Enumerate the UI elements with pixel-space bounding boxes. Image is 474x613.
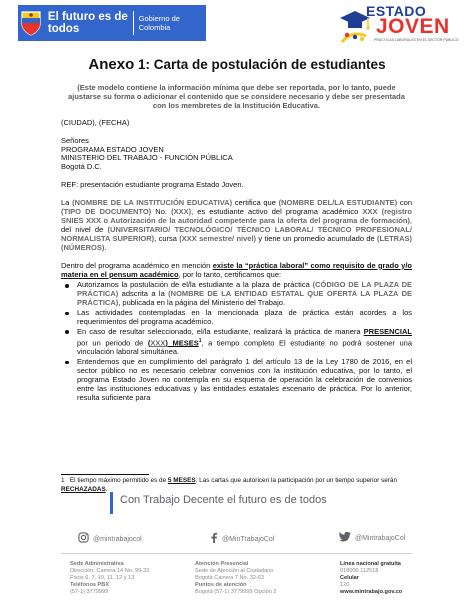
gov-name: Gobierno de Colombia [138,14,180,32]
brand-word-estado: ESTADO [366,3,427,19]
social-twitter[interactable] [339,532,405,545]
practice-paragraph [61,262,412,280]
intro-note: (Este modelo contiene la información mínima que debe ser reportada, por lo tanto, puede ajustarse su forma o adicionar el contenido que se considere necesario y debe ser presentada con los membretes de la Institución Educativa. [68,83,405,110]
text-run: con [397,198,413,208]
footer-heading: Línea nacional gratuita [340,561,401,567]
gov-divider [133,11,134,35]
footer-heading: Puntos de atención [195,581,247,588]
text-run: La [61,198,73,208]
text-run: , por lo tanto, certificamos que: [178,269,282,279]
text-run: y tiene un promedio acumulado de [256,233,378,243]
footer-line: 120 [340,581,350,588]
footer-line: Dirección: Carrera 14 No. 99-33 [70,567,150,574]
placeholder-semester: (XXX semestre/ nivel) [179,233,257,243]
brand-word-joven: JOVEN [376,15,450,38]
website-link[interactable]: www.mintrabajo.gov.co [340,588,403,595]
recipient-line-2: MINISTERIO DEL TRABAJO - FUNCIÓN PÚBLICA [61,153,233,163]
recipient-line-3: Bogotá D.C. [61,162,102,172]
brand-tagline: PRÁCTICAS LABORALES EN EL SECTOR PÚBLICO [374,38,459,42]
text-run: , es estudiante activo del programa académico [191,207,363,217]
certification-paragraph [61,199,412,252]
text-run: No. [151,207,172,217]
placeholder-plaza-code: (CÓDIGO DE LA PLAZA DE PRÁCTICA) [77,280,412,299]
text-run: , cursa [154,233,180,243]
text-run: . Las cartas que autoricen la participación por un tiempo superior serán [195,477,398,484]
footer-line: Bogotá Carrera 7 No. 32-63 [195,574,265,581]
footer-linea-nacional [340,561,402,596]
text-run: , a tiempo completo El estudiante no podrá sostener una vinculación laboral simultánea. [77,338,412,357]
social-instagram[interactable] [78,532,142,546]
footer-line: 018000 112518 [340,567,379,574]
facebook-icon [210,532,218,546]
social-facebook[interactable] [210,532,274,546]
text-run: , publicada en la página del Ministerio del Trabajo. [118,298,286,308]
rejected-label: RECHAZADAS [61,485,106,493]
placeholder-program: XXX (registro SNIES XXX o Autorización de la autoridad competente para la oferta del programa de formación) [61,207,413,225]
footer-heading: Celular [340,574,359,581]
footer-line: Pisos 6, 7, 10, 11, 12 y 13 [70,574,135,581]
placeholder-level: (UNIVERSITARIO/ TECNOLÓGICO/ TÉCNICO LABORAL/ TÉCNICO PROFESIONAL/ NORMALISTA SUPERIOR) [61,224,412,243]
placeholder-doc-number: (XXX) [171,207,192,217]
recipient-line-1: PROGRAMA ESTADO JOVEN [61,144,164,154]
footnote [61,477,412,494]
list-item [61,328,412,357]
footer-heading: Sede Administrativa [70,561,124,567]
text-run: certifica que [232,198,279,208]
placeholder-average: (LETRAS) (NÚMEROS) [61,233,413,252]
months-label: ) MESES [165,338,199,348]
list-item: Entendemos que en cumplimiento del parágrafo 1 del artículo 13 de la Ley 1780 de 2016, en el sector público no es necesario celebrar convenios con la institución educativa, por lo tanto, el programa Estado Joven no contempla en su esquema de operación la celebración de convenios entre las instituciones educativas y las entidades estatales escenario de práctica. Por lo anterior, resulta suficiente para [61,358,412,403]
placeholder-doc-type: (TIPO DE DOCUMENTO) [61,207,152,217]
letter-body [61,84,412,404]
practice-requirement: existe la “práctica laboral” como requisito de grado y/o materia en el pensum académico [61,260,412,279]
city-date: (CIUDAD), (FECHA) [61,117,130,127]
title-rest: 1: Carta de postulación de estudiantes [134,57,386,72]
list-item: Las actividades contempladas en la mencionada plaza de práctica están acordes a los requerimientos del programa académico. [61,309,412,327]
footnote-divider [61,474,149,475]
placeholder-student: (NOMBRE DEL/LA ESTUDIANTE) [278,198,398,208]
modality-presencial: PRESENCIAL [363,326,412,336]
placeholder-months: XXX [150,338,166,348]
footer-divider [61,553,412,554]
text-run: por un periodo de [77,338,148,348]
text-run: Autorizamos la postulación de el/la estudiante a la plaza de práctica [77,280,313,290]
footer-atencion-presencial [195,561,276,596]
list-item [61,281,412,308]
reference-line: REF: presentación estudiante programa Estado Joven. [61,180,244,190]
placeholder-institution: (NOMBRE DE LA INSTITUCIÓN EDUCATIVA) [72,198,233,208]
footer-line: (57-1) 3779999 [70,588,109,595]
instagram-icon [78,532,89,546]
estado-joven-logo [338,2,462,46]
footer-sede-administrativa [70,561,149,596]
footer-heading: Atención Presencial [195,561,249,567]
gov-slogan: El futuro es de todos [47,11,128,35]
facebook-handle: @MinTrabajoCol [222,535,275,543]
text-run: Dentro del programa académico en mención [61,260,213,270]
recipient-block [61,137,412,173]
text-run: El tiempo máximo permitido es de [69,477,168,484]
certification-list [61,281,412,402]
colombia-shield-icon [18,5,45,41]
title-anexo: Anexo [88,56,135,73]
text-run: . [105,485,108,493]
max-months: 5 MESES [167,477,196,484]
document-title [0,56,474,73]
footer-slogan: Con Trabajo Decente el futuro es de todos [120,494,327,506]
placeholder-entity: (NOMBRE DE LA ENTIDAD ESTATAL QUE OFERTA LA PLAZA DE PRÁCTICA) [77,289,413,308]
recipient-salutation: Señores [61,135,89,145]
footer-heading: Teléfonos PBX [70,581,110,588]
footer-line: Bogotá (57-1) 3779999 Opción 2 [195,588,277,595]
footnote-ref: 1 [198,337,202,344]
slogan-accent-bar [110,492,113,514]
twitter-handle: @MintrabajoCol [355,535,406,542]
text-run: . [104,242,107,252]
gobierno-banner [18,5,206,41]
text-run: En caso de resultar seleccionado, el/la estudiante, realizará la práctica de manera [77,326,364,336]
text-run: , del nivel de [61,215,412,234]
text-run: adscrita a la [118,289,169,299]
twitter-icon [339,532,351,545]
footnote-number: 1 [61,477,65,484]
months-open-paren: ( [147,338,151,348]
letterhead-header [0,0,474,46]
instagram-handle: @mintrabajocol [93,535,142,543]
footer-line: Sede de Atención al Ciudadano [195,567,274,574]
